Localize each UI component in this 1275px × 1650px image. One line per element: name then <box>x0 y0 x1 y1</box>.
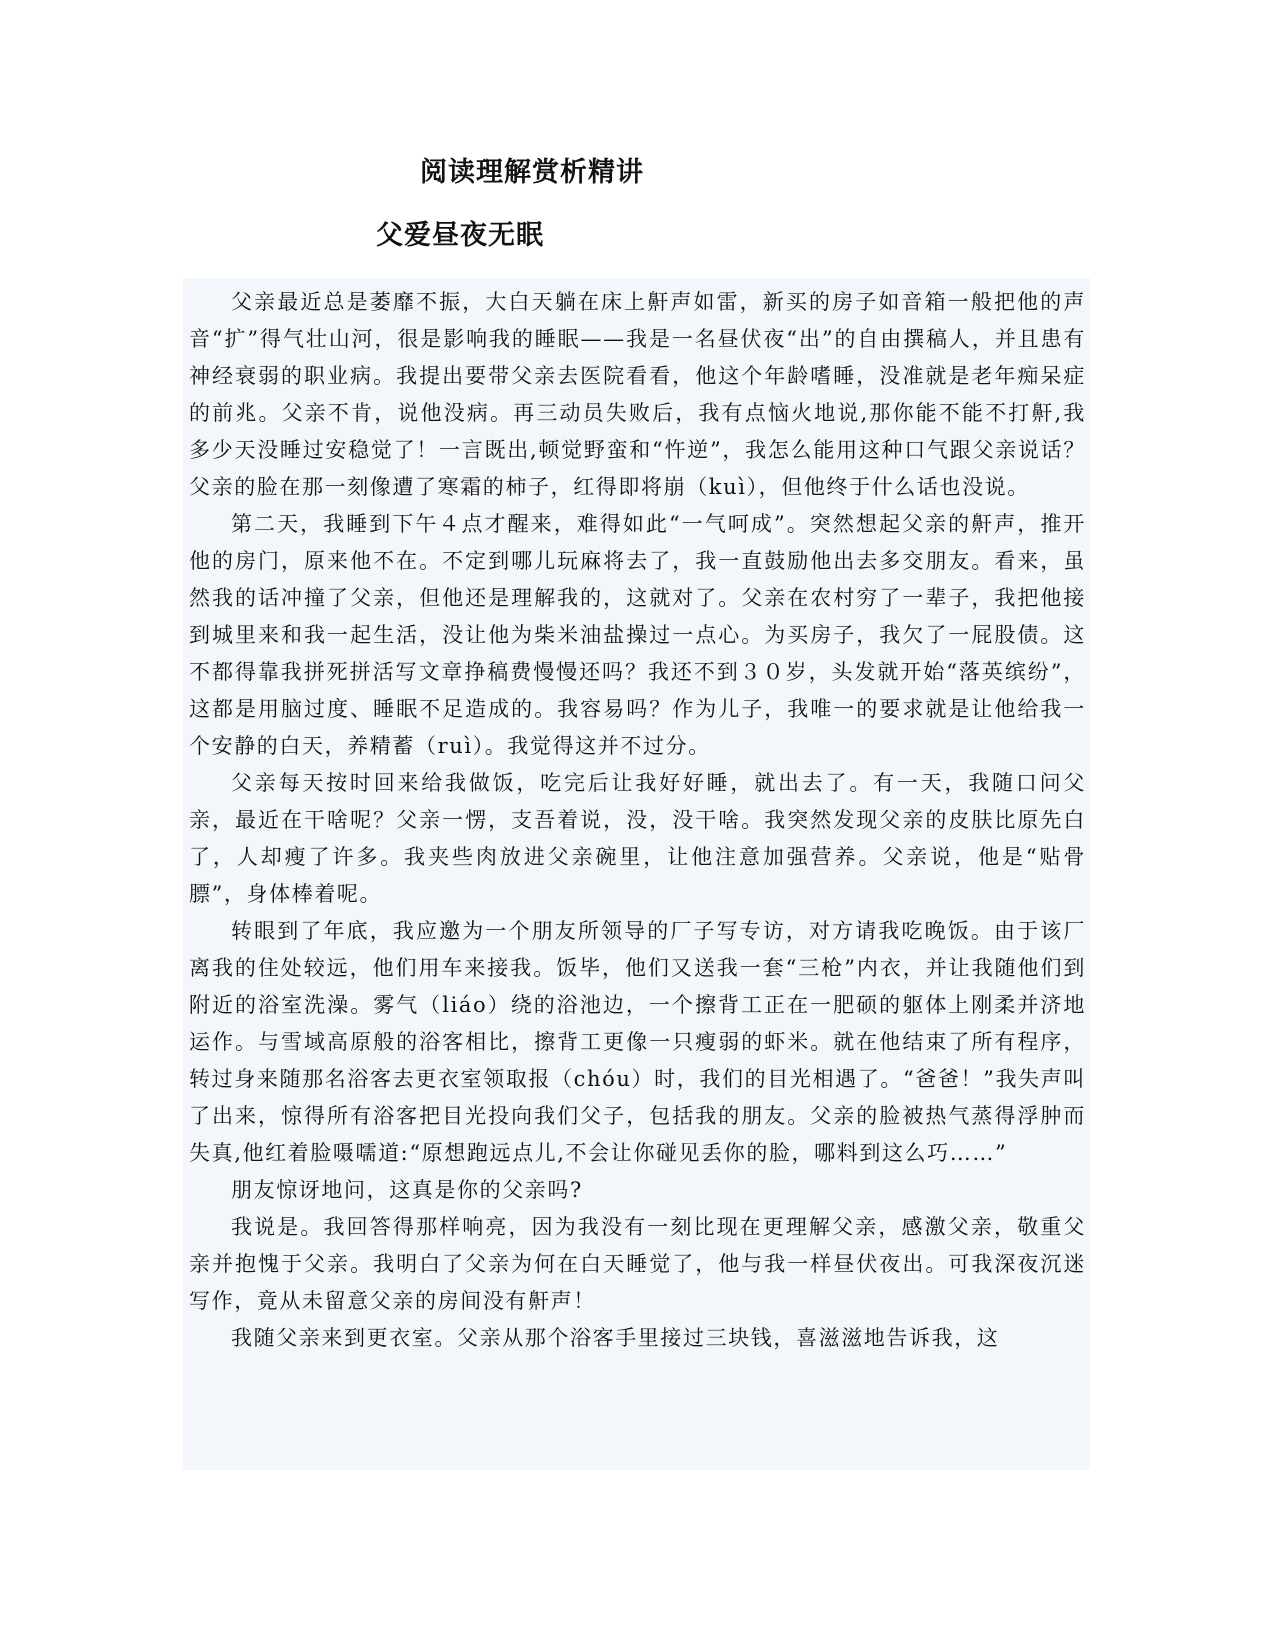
paragraph-7: 我随父亲来到更衣室。父亲从那个浴客手里接过三块钱，喜滋滋地告诉我，这 <box>231 1326 1000 1350</box>
paragraph-4: 转眼到了年底，我应邀为一个朋友所领导的厂子写专访，对方请我吃晚饭。由于该厂离我的住处较远，他们用车来接我。饭毕，他们又送我一套“三枪”内衣，并让我随他们到附近的浴室洗澡。雾气（liáo）绕的浴池边，一个擦背工正在一肥硕的躯体上刚柔并济地运作。与雪域高原般的浴客相比，擦背工更像一只瘦弱的虾米。就在他结束了所有程序，转过身来随那名浴客去更衣室领取报（chóu）时，我们的目光相遇了。“爸爸！”我失声叫了出来，惊得所有浴客把目光投向我们父子，包括我的朋友。父亲的脸被热气蒸得浮肿而失真,他红着脸嗫嚅道:“原想跑远点儿,不会让你碰见丢你的脸，哪料到这么巧……” <box>189 919 1086 1165</box>
paragraph-5: 朋友惊讶地问，这真是你的父亲吗? <box>231 1178 583 1202</box>
paragraph-6: 我说是。我回答得那样响亮，因为我没有一刻比现在更理解父亲，感激父亲，敬重父亲并抱愧于父亲。我明白了父亲为何在白天睡觉了，他与我一样昼伏夜出。可我深夜沉迷写作，竟从未留意父亲的房间没有鼾声！ <box>189 1215 1086 1313</box>
document-heading: 阅读理解赏析精讲 <box>420 157 644 188</box>
story-title: 父爱昼夜无眠 <box>376 220 544 251</box>
paragraph-3: 父亲每天按时回来给我做饭，吃完后让我好好睡，就出去了。有一天，我随口问父亲，最近在干啥呢？父亲一愣，支吾着说，没，没干啥。我突然发现父亲的皮肤比原先白了，人却瘦了许多。我夹些肉放进父亲碗里，让他注意加强营养。父亲说，他是“贴骨膘”，身体棒着呢。 <box>189 771 1086 906</box>
paragraph-1: 父亲最近总是萎靡不振，大白天躺在床上鼾声如雷，新买的房子如音箱一般把他的声音“扩”得气壮山河，很是影响我的睡眠——我是一名昼伏夜“出”的自由撰稿人，并且患有神经衰弱的职业病。我提出要带父亲去医院看看，他这个年龄嗜睡，没准就是老年痴呆症的前兆。父亲不肯，说他没病。再三动员失败后，我有点恼火地说,那你能不能不打鼾,我多少天没睡过安稳觉了！一言既出,顿觉野蛮和“忤逆”，我怎么能用这种口气跟父亲说话？父亲的脸在那一刻像遭了寒霜的柿子，红得即将崩（kuì），但他终于什么话也没说。 <box>189 290 1086 499</box>
article-body <box>183 278 1090 1470</box>
paragraph-2: 第二天，我睡到下午４点才醒来，难得如此“一气呵成”。突然想起父亲的鼾声，推开他的房门，原来他不在。不定到哪儿玩麻将去了，我一直鼓励他出去多交朋友。看来，虽然我的话冲撞了父亲，但他还是理解我的，这就对了。父亲在农村穷了一辈子，我把他接到城里来和我一起生活，没让他为柴米油盐操过一点心。为买房子，我欠了一屁股债。这不都得靠我拼死拼活写文章挣稿费慢慢还吗？我还不到３０岁，头发就开始“落英缤纷”，这都是用脑过度、睡眠不足造成的。我容易吗？作为儿子，我唯一的要求就是让他给我一个安静的白天，养精蓄（ruì）。我觉得这并不过分。 <box>189 512 1086 758</box>
